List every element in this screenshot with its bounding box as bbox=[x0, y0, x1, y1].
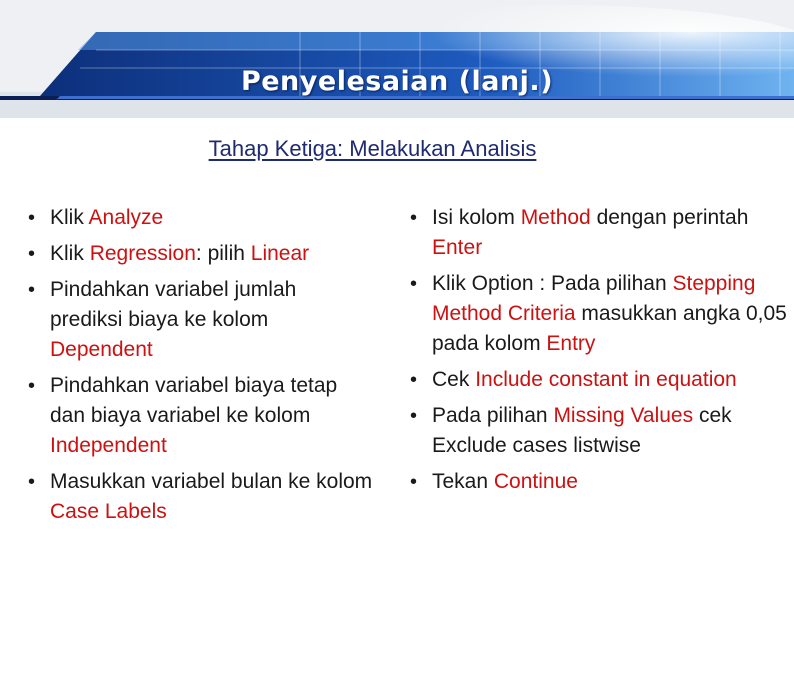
slide-title: Penyelesaian (lanj.) bbox=[240, 66, 554, 97]
bullet-text: dengan perintah bbox=[590, 206, 749, 229]
highlighted-term: Method bbox=[520, 206, 591, 229]
bullet-item bbox=[28, 203, 373, 233]
highlighted-term: Missing Values bbox=[553, 404, 694, 427]
highlighted-term: Linear bbox=[250, 242, 310, 265]
highlighted-term: Enter bbox=[432, 236, 483, 259]
bullet-item bbox=[28, 275, 373, 365]
bullet-text: Masukkan variabel bulan ke kolom bbox=[50, 470, 373, 493]
bullet-text: : pilih bbox=[195, 242, 251, 265]
left-bullet-list bbox=[28, 203, 373, 533]
highlighted-term: Continue bbox=[493, 470, 578, 493]
bullet-item bbox=[410, 467, 794, 497]
bullet-item bbox=[410, 401, 794, 461]
highlighted-term: Analyze bbox=[88, 206, 164, 229]
highlighted-term: Include constant in equation bbox=[475, 368, 737, 391]
bullet-text: Klik bbox=[50, 242, 90, 265]
right-bullet-list bbox=[410, 203, 794, 503]
highlighted-term: Case Labels bbox=[50, 500, 167, 523]
bullet-text: Cek bbox=[432, 368, 476, 391]
bullet-text: Pada pilihan bbox=[432, 404, 554, 427]
bullet-text: Pindahkan variabel jumlah prediksi biaya ke kolom bbox=[50, 278, 297, 331]
bullet-text: cek Exclude cases listwise bbox=[432, 404, 732, 457]
bullet-text: Tekan bbox=[432, 470, 494, 493]
banner-graphic bbox=[0, 0, 794, 118]
section-subtitle: Tahap Ketiga: Melakukan Analisis bbox=[208, 136, 537, 161]
highlighted-term: Independent bbox=[50, 434, 167, 457]
bullet-text: Klik Option : Pada pilihan bbox=[432, 272, 673, 295]
bullet-text: Pindahkan variabel biaya tetap dan biaya variabel ke kolom bbox=[50, 374, 338, 427]
highlighted-term: Stepping Method Criteria bbox=[432, 272, 756, 325]
highlighted-term: Regression bbox=[89, 242, 196, 265]
bullet-item bbox=[410, 365, 794, 395]
bullet-text: masukkan angka 0,05 pada kolom bbox=[432, 302, 787, 355]
title-banner bbox=[0, 0, 794, 118]
bullet-item bbox=[410, 269, 794, 359]
bullet-text: Isi kolom bbox=[432, 206, 521, 229]
bullet-item bbox=[28, 371, 373, 461]
bullet-text: Klik bbox=[50, 206, 89, 229]
highlighted-term: Dependent bbox=[50, 338, 153, 361]
bullet-item bbox=[410, 203, 794, 263]
highlighted-term: Entry bbox=[546, 332, 596, 355]
bullet-item bbox=[28, 467, 373, 527]
bullet-item bbox=[28, 239, 373, 269]
